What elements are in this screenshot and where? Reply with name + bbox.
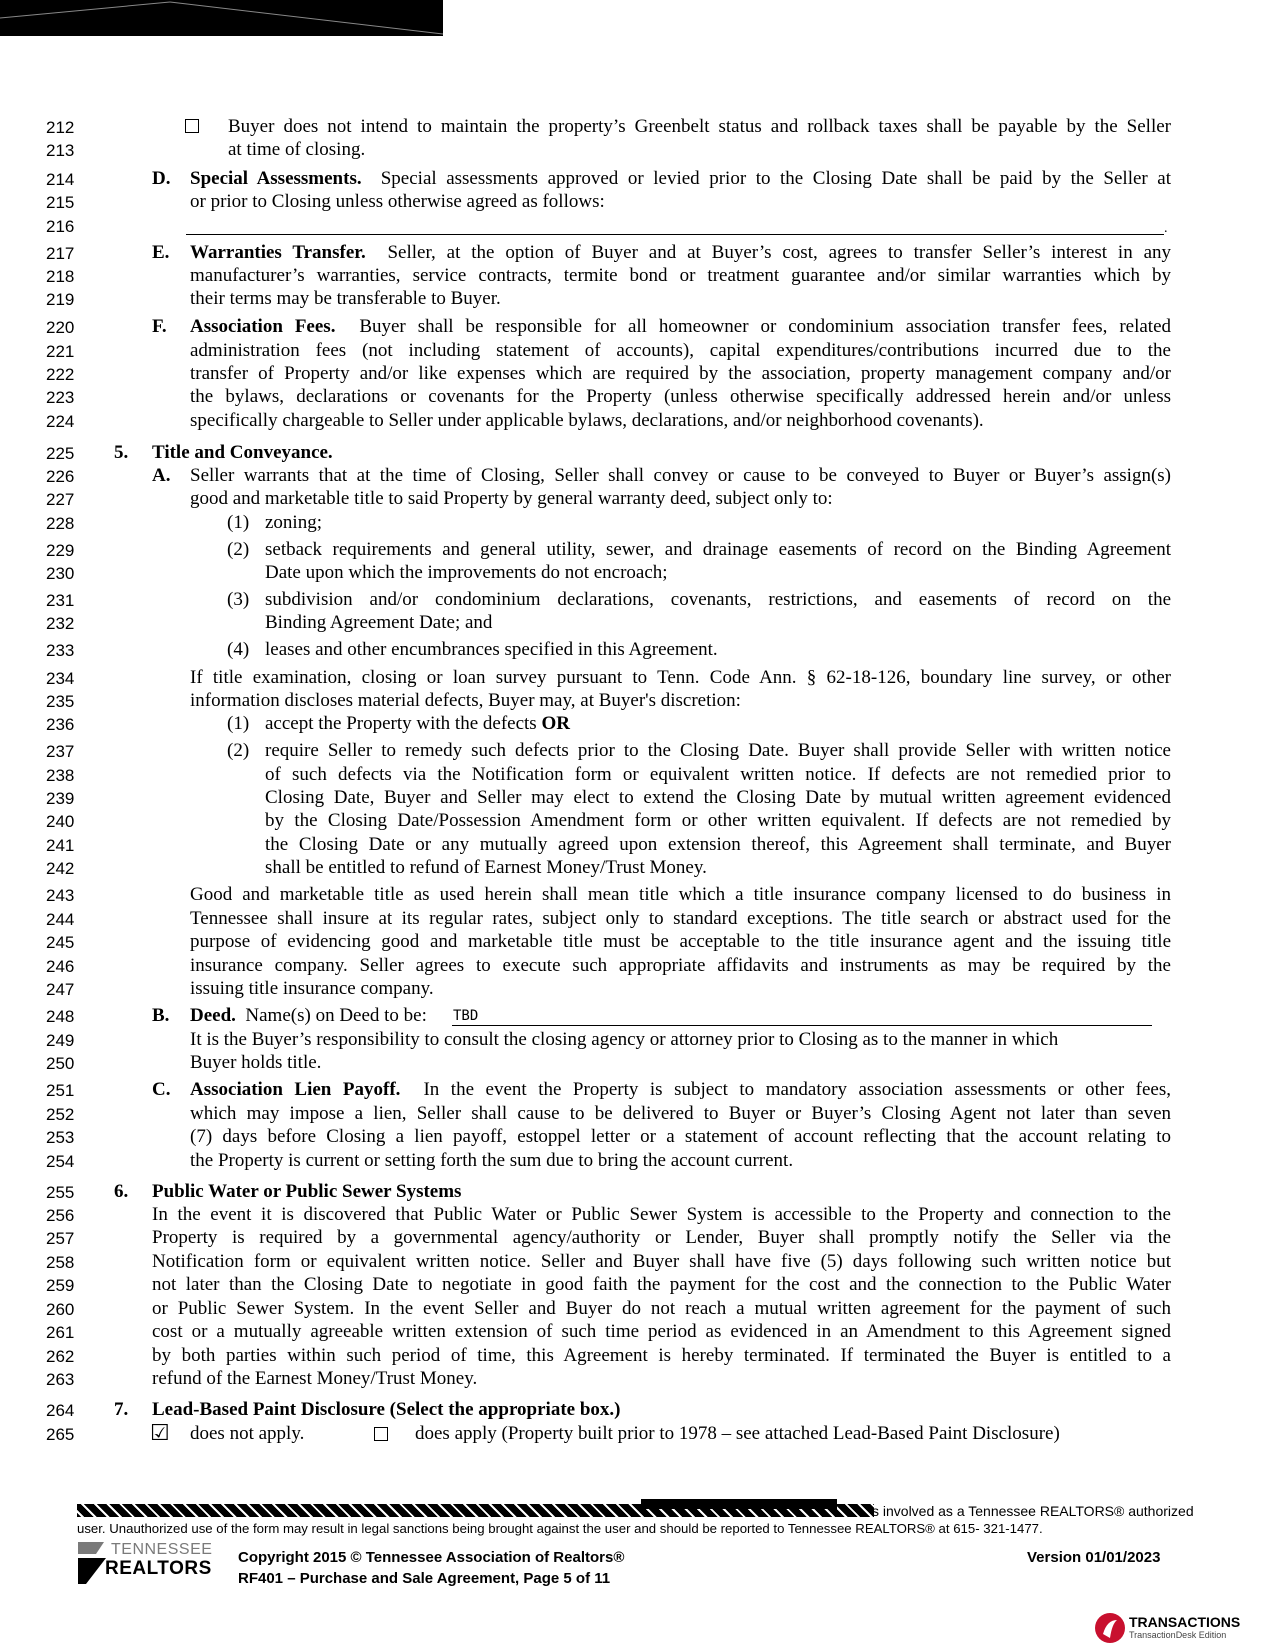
line-249: It is the Buyer’s responsibility to consult the closing agency or attorney prior to Closing as to the manner in which <box>190 1029 1059 1050</box>
section-5c-title: Association Lien Payoff. <box>190 1079 401 1100</box>
logo-realtors-text: REALTORS <box>105 1558 212 1579</box>
line-number: 216 <box>46 217 75 236</box>
line-number: 261 <box>46 1323 75 1342</box>
line-number: 238 <box>46 766 75 785</box>
line-233: leases and other encumbrances specified in this Agreement. <box>265 639 718 660</box>
line-251-text: In the event the Property is subject to mandatory association assessments or other fees, <box>423 1079 1172 1100</box>
line-number: 239 <box>46 789 75 808</box>
line-number: 263 <box>46 1370 75 1389</box>
lead-paint-does-apply-row <box>374 1424 388 1446</box>
item-1-number: (1) <box>227 512 250 533</box>
line-number: 256 <box>46 1206 75 1225</box>
footer-copyright: Copyright 2015 © Tennessee Association of Realtors® <box>238 1549 625 1566</box>
line-number: 227 <box>46 490 75 509</box>
line-226: Seller warrants that at the time of Closing, Seller shall convey or cause to be conveyed to Buyer or Buyer’s assign(s) <box>190 465 1171 486</box>
line-number: 246 <box>46 957 75 976</box>
line-number: 255 <box>46 1183 75 1202</box>
line-265-option-2: does apply (Property built prior to 1978 – see attached Lead-Based Paint Disclosure) <box>415 1423 1060 1444</box>
section-d-title: Special Assessments. <box>190 168 362 189</box>
line-number: 260 <box>46 1300 75 1319</box>
line-number: 262 <box>46 1347 75 1366</box>
line-number: 232 <box>46 614 75 633</box>
line-236 <box>265 713 570 735</box>
line-number: 223 <box>46 388 75 407</box>
greenbelt-not-maintain-checkbox[interactable] <box>185 119 199 133</box>
lead-paint-does-not-apply-checkbox[interactable]: ☑ <box>150 1421 170 1446</box>
line-number: 222 <box>46 365 75 384</box>
line-257: Property is required by a governmental agency/authority or Lender, Buyer shall promptly notify the Seller via the <box>152 1227 1171 1248</box>
line-215: or prior to Closing unless otherwise agreed as follows: <box>190 191 605 212</box>
line-251 <box>190 1079 1171 1101</box>
item-2-number: (2) <box>227 539 250 560</box>
line-262: by both parties within such period of time, this Agreement is hereby terminated. If terminated the Buyer is entitled to a <box>152 1345 1171 1366</box>
line-number: 241 <box>46 836 75 855</box>
line-213: at time of closing. <box>228 139 366 160</box>
footer-redaction-block <box>641 1499 837 1509</box>
line-number: 229 <box>46 541 75 560</box>
line-232: Binding Agreement Date; and <box>265 612 493 633</box>
transactions-logo <box>1093 1612 1253 1646</box>
line-256: In the event it is discovered that Public Water or Public Sewer System is accessible to the Property and connection to the <box>152 1204 1171 1225</box>
section-6-title: Public Water or Public Sewer Systems <box>152 1181 462 1202</box>
special-assessments-field[interactable] <box>186 234 1164 235</box>
section-5a-letter: A. <box>152 465 171 486</box>
footer-license-line-2: user. Unauthorized use of the form may result in legal sanctions being brought against the user and should be reported to Tennessee REALTORS® at 615- 321-1477. <box>77 1521 1043 1536</box>
line-261: cost or a mutually agreeable written extension of such time period as evidenced in an Amendment to this Agreement signed <box>152 1321 1171 1342</box>
line-number: 252 <box>46 1105 75 1124</box>
line-number: 224 <box>46 412 75 431</box>
line-214-text: Special assessments approved or levied prior to the Closing Date shall be paid by the Seller at <box>380 168 1172 189</box>
line-247: issuing title insurance company. <box>190 978 434 999</box>
line-220 <box>190 316 1171 338</box>
line-265-option-1: does not apply. <box>190 1423 305 1444</box>
line-number: 250 <box>46 1054 75 1073</box>
line-227: good and marketable title to said Property by general warranty deed, subject only to: <box>190 488 833 509</box>
line-number: 258 <box>46 1253 75 1272</box>
defect-option-1-number: (1) <box>227 713 250 734</box>
line-number: 247 <box>46 980 75 999</box>
line-263: refund of the Earnest Money/Trust Money. <box>152 1368 478 1389</box>
line-214 <box>190 168 1171 190</box>
line-216-period: . <box>1164 221 1168 236</box>
line-number: 251 <box>46 1081 75 1100</box>
section-e-letter: E. <box>152 242 170 263</box>
line-number: 257 <box>46 1229 75 1248</box>
line-number: 225 <box>46 444 75 463</box>
transactions-logo-icon <box>1093 1612 1127 1644</box>
line-number: 259 <box>46 1276 75 1295</box>
line-218: manufacturer’s warranties, service contracts, termite bond or treatment guarantee and/or similar warranties which by <box>190 265 1171 286</box>
line-number: 264 <box>46 1401 75 1420</box>
section-5-title: Title and Conveyance. <box>152 442 333 463</box>
line-number: 253 <box>46 1128 75 1147</box>
line-number: 214 <box>46 170 75 189</box>
line-number: 235 <box>46 692 75 711</box>
line-number: 212 <box>46 118 75 137</box>
line-number: 245 <box>46 933 75 952</box>
line-number: 221 <box>46 342 75 361</box>
line-260: or Public Sewer System. In the event Seller and Buyer do not reach a mutual written agreement for the payment of such <box>152 1298 1171 1319</box>
line-212: Buyer does not intend to maintain the property’s Greenbelt status and rollback taxes shall be payable by the Seller <box>228 116 1171 137</box>
line-number: 233 <box>46 641 75 660</box>
section-e-title: Warranties Transfer. <box>190 242 366 263</box>
line-number: 237 <box>46 742 75 761</box>
line-228: zoning; <box>265 512 322 533</box>
line-234: If title examination, closing or loan survey pursuant to Tenn. Code Ann. § 62-18-126, boundary line survey, or other <box>190 667 1171 688</box>
line-259: not later than the Closing Date to negotiate in good faith the payment for the cost and the connection to the Public Water <box>152 1274 1171 1295</box>
line-number: 213 <box>46 141 75 160</box>
line-number: 228 <box>46 514 75 533</box>
footer-form-title: RF401 – Purchase and Sale Agreement, Page 5 of 11 <box>238 1570 611 1587</box>
line-number: 230 <box>46 564 75 583</box>
line-number: 243 <box>46 886 75 905</box>
line-number: 236 <box>46 715 75 734</box>
line-221: administration fees (not including statement of accounts), capital expenditures/contributions incurred due to the <box>190 340 1171 361</box>
line-248 <box>190 1005 427 1027</box>
line-237: require Seller to remedy such defects prior to the Closing Date. Buyer shall provide Seller with written notice <box>265 740 1171 761</box>
footer-license-line-1: s involved as a Tennessee REALTORS® authorized <box>872 1503 1194 1519</box>
line-220-text: Buyer shall be responsible for all homeowner or condominium association transfer fees, related <box>359 316 1171 337</box>
line-248-text: Name(s) on Deed to be: <box>245 1005 427 1026</box>
section-7-number: 7. <box>114 1399 129 1420</box>
section-5c-letter: C. <box>152 1079 171 1100</box>
logo-tennessee-text: TENNESSEE <box>111 1541 213 1558</box>
line-number: 231 <box>46 591 75 610</box>
line-217-text: Seller, at the option of Buyer and at Buyer’s cost, agrees to transfer Seller’s interest in any <box>387 242 1172 263</box>
line-number: 240 <box>46 812 75 831</box>
line-246: insurance company. Seller agrees to execute such appropriate affidavits and instruments as may be required by the <box>190 955 1171 976</box>
section-f-title: Association Fees. <box>190 316 336 337</box>
line-236-text: accept the Property with the defects <box>265 713 537 734</box>
line-244: Tennessee shall insure at its regular rates, subject only to standard exceptions. The title search or abstract used for the <box>190 908 1171 929</box>
line-250: Buyer holds title. <box>190 1052 322 1073</box>
line-number: 265 <box>46 1425 75 1444</box>
line-245: purpose of evidencing good and marketable title must be acceptable to the title insurance agent and the issuing title <box>190 931 1171 952</box>
line-number: 220 <box>46 318 75 337</box>
line-241: the Closing Date or any mutually agreed upon extension thereof, this Agreement shall terminate, and Buyer <box>265 834 1171 855</box>
line-240: by the Closing Date/Possession Amendment form or other written equivalent. If defects are not remedied by <box>265 810 1171 831</box>
defect-option-2-number: (2) <box>227 740 250 761</box>
section-7-title: Lead-Based Paint Disclosure (Select the appropriate box.) <box>152 1399 621 1420</box>
line-222: transfer of Property and/or like expenses which are required by the association, property management company and/or <box>190 363 1171 384</box>
line-number: 248 <box>46 1007 75 1026</box>
line-253: (7) days before Closing a lien payoff, estoppel letter or a statement of account reflecting that the account relating to <box>190 1126 1171 1147</box>
tennessee-realtors-logo <box>76 1541 211 1587</box>
section-5-number: 5. <box>114 442 129 463</box>
transactions-sub: TransactionDesk Edition <box>1129 1630 1227 1640</box>
line-231: subdivision and/or condominium declarations, covenants, restrictions, and easements of record on the <box>265 589 1171 610</box>
line-238: of such defects via the Notification form or equivalent written notice. If defects are not remedied prior to <box>265 764 1171 785</box>
line-number: 219 <box>46 290 75 309</box>
section-d-letter: D. <box>152 168 171 189</box>
item-3-number: (3) <box>227 589 250 610</box>
item-4-number: (4) <box>227 639 250 660</box>
line-229: setback requirements and general utility, sewer, and drainage easements of record on the Binding Agreement <box>265 539 1171 560</box>
deed-name-underline <box>452 1025 1152 1026</box>
section-5b-letter: B. <box>152 1005 170 1026</box>
line-217 <box>190 242 1171 264</box>
top-bar-decoration <box>0 0 443 36</box>
line-number: 215 <box>46 193 75 212</box>
line-254: the Property is current or setting forth the sum due to bring the account current. <box>190 1150 794 1171</box>
line-number: 217 <box>46 244 75 263</box>
line-236-or: OR <box>541 713 570 734</box>
line-number: 242 <box>46 859 75 878</box>
line-number: 249 <box>46 1031 75 1050</box>
line-number: 254 <box>46 1152 75 1171</box>
top-redaction-bar <box>0 0 443 36</box>
line-number: 234 <box>46 669 75 688</box>
deed-name-field[interactable]: TBD <box>453 1008 479 1024</box>
line-219: their terms may be transferable to Buyer. <box>190 288 501 309</box>
footer-version: Version 01/01/2023 <box>1027 1549 1161 1566</box>
greenbelt-option-row <box>185 116 199 138</box>
line-number: 218 <box>46 267 75 286</box>
line-230: Date upon which the improvements do not encroach; <box>265 562 668 583</box>
lead-paint-does-apply-checkbox[interactable] <box>374 1427 388 1441</box>
line-252: which may impose a lien, Seller shall cause to be delivered to Buyer or Buyer’s Closing Agent not later than seven <box>190 1103 1171 1124</box>
line-235: information discloses material defects, Buyer may, at Buyer's discretion: <box>190 690 741 711</box>
line-223: the bylaws, declarations or covenants for the Property (unless otherwise specifically addressed herein and/or unless <box>190 386 1171 407</box>
line-224: specifically chargeable to Seller under applicable bylaws, declarations, and/or neighborhood covenants). <box>190 410 984 431</box>
section-6-number: 6. <box>114 1181 129 1202</box>
transactions-brand: TRANSACTIONS <box>1129 1614 1241 1630</box>
line-number: 244 <box>46 910 75 929</box>
section-5b-title: Deed. <box>190 1005 236 1026</box>
line-243: Good and marketable title as used herein shall mean title which a title insurance company licensed to do business in <box>190 884 1171 905</box>
line-239: Closing Date, Buyer and Seller may elect to extend the Closing Date by mutual written agreement evidenced <box>265 787 1171 808</box>
section-f-letter: F. <box>152 316 167 337</box>
line-258: Notification form or equivalent written notice. Seller and Buyer shall have five (5) days following such written notice but <box>152 1251 1171 1272</box>
line-242: shall be entitled to refund of Earnest Money/Trust Money. <box>265 857 707 878</box>
line-number: 226 <box>46 467 75 486</box>
